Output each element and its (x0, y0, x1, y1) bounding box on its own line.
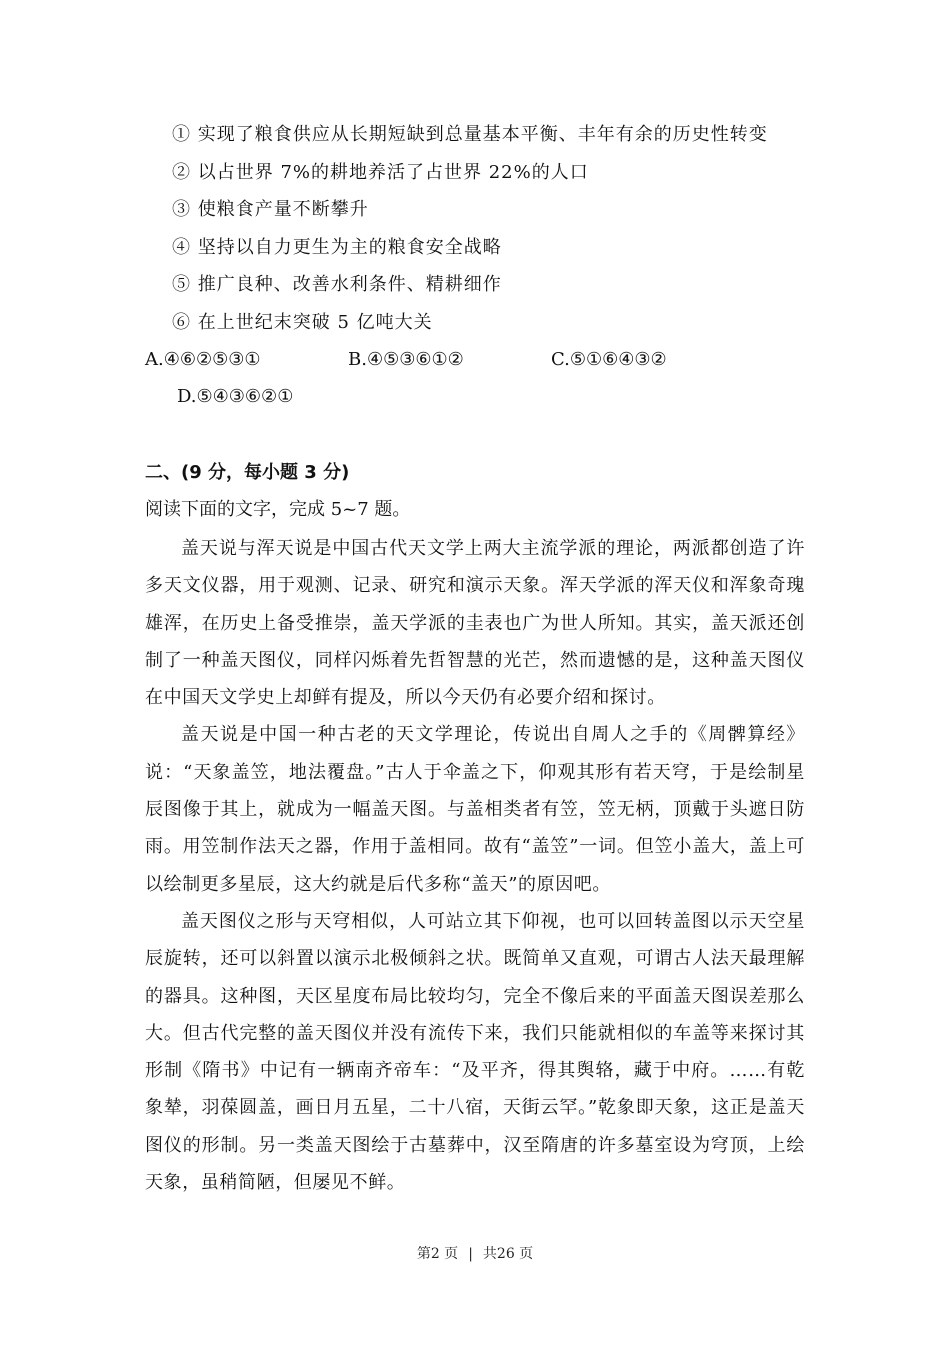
choice-c: C.⑤①⑥④③② (551, 349, 667, 370)
option-item-1: ① 实现了粮食供应从长期短缺到总量基本平衡、丰年有余的历史性转变 (172, 124, 768, 145)
passage-paragraph-2: 盖天说是中国一种古老的天文学理论，传说出自周人之手的《周髀算经》说：“天象盖笠，地法覆盘。”古人于伞盖之下，仰观其形有若天穹，于是绘制星辰图像于其上，就成为一幅盖天图。与盖相类者有笠，笠无柄，顶戴于头遮日防雨。用笠制作法天之器，作用于盖相同。故有“盖笠”一词。但笠小盖大，盖上可以绘制更多星辰，这大约就是后代多称“盖天”的原因吧。 (145, 724, 805, 895)
reading-passage (145, 530, 805, 1201)
choice-b: B.④⑤③⑥①② (348, 349, 464, 370)
section-title: 二、(9 分，每小题 3 分) (145, 462, 350, 483)
passage-paragraph-1: 盖天说与浑天说是中国古代天文学上两大主流学派的理论，两派都创造了许多天文仪器，用于观测、记录、研究和演示天象。浑天学派的浑天仪和浑象奇瑰雄浑，在历史上备受推崇，盖天学派的圭表也广为世人所知。其实，盖天派还创制了一种盖天图仪，同样闪烁着先哲智慧的光芒，然而遗憾的是，这种盖天图仪在中国天文学史上却鲜有提及，所以今天仍有必要介绍和探讨。 (145, 538, 805, 709)
option-list (172, 116, 852, 341)
option-item-5: ⑤ 推广良种、改善水利条件、精耕细作 (172, 274, 502, 295)
footer-separator: | (468, 1246, 473, 1262)
passage-paragraph-3: 盖天图仪之形与天穹相似，人可站立其下仰视，也可以回转盖图以示天空星辰旋转，还可以斜置以演示北极倾斜之状。既简单又直观，可谓古人法天最理解的器具。这种图，天区星度布局比较均匀，完全不像后来的平面盖天图误差那么大。但古代完整的盖天图仪并没有流传下来，我们只能就相似的车盖等来探讨其形制《隋书》中记有一辆南齐帝车：“及平齐，得其舆辂，藏于中府。……有乾象辇，羽葆圆盖，画日月五星，二十八宿，天街云罕。”乾象即天象，这正是盖天图仪的形制。另一类盖天图绘于古墓葬中，汉至隋唐的许多墓室设为穹顶，上绘天象，虽稍简陋，但屡见不鲜。 (145, 910, 805, 1194)
option-item-4: ④ 坚持以自力更生为主的粮食安全战略 (172, 236, 502, 258)
answer-choices (145, 341, 845, 415)
choice-a: A.④⑥②⑤③① (145, 349, 261, 370)
option-item-3: ③ 使粮食产量不断攀升 (172, 199, 369, 220)
page-number: 第2 页 (416, 1246, 459, 1262)
choice-d: D.⑤④③⑥②① (177, 386, 294, 407)
page-footer (0, 1243, 950, 1263)
section-instruction: 阅读下面的文字，完成 5~7 题。 (145, 499, 411, 520)
page-total: 共26 页 (482, 1246, 534, 1262)
option-item-2: ② 以占世界 7%的耕地养活了占世界 22%的人口 (172, 161, 589, 183)
option-item-6: ⑥ 在上世纪末突破 5 亿吨大关 (172, 311, 433, 333)
